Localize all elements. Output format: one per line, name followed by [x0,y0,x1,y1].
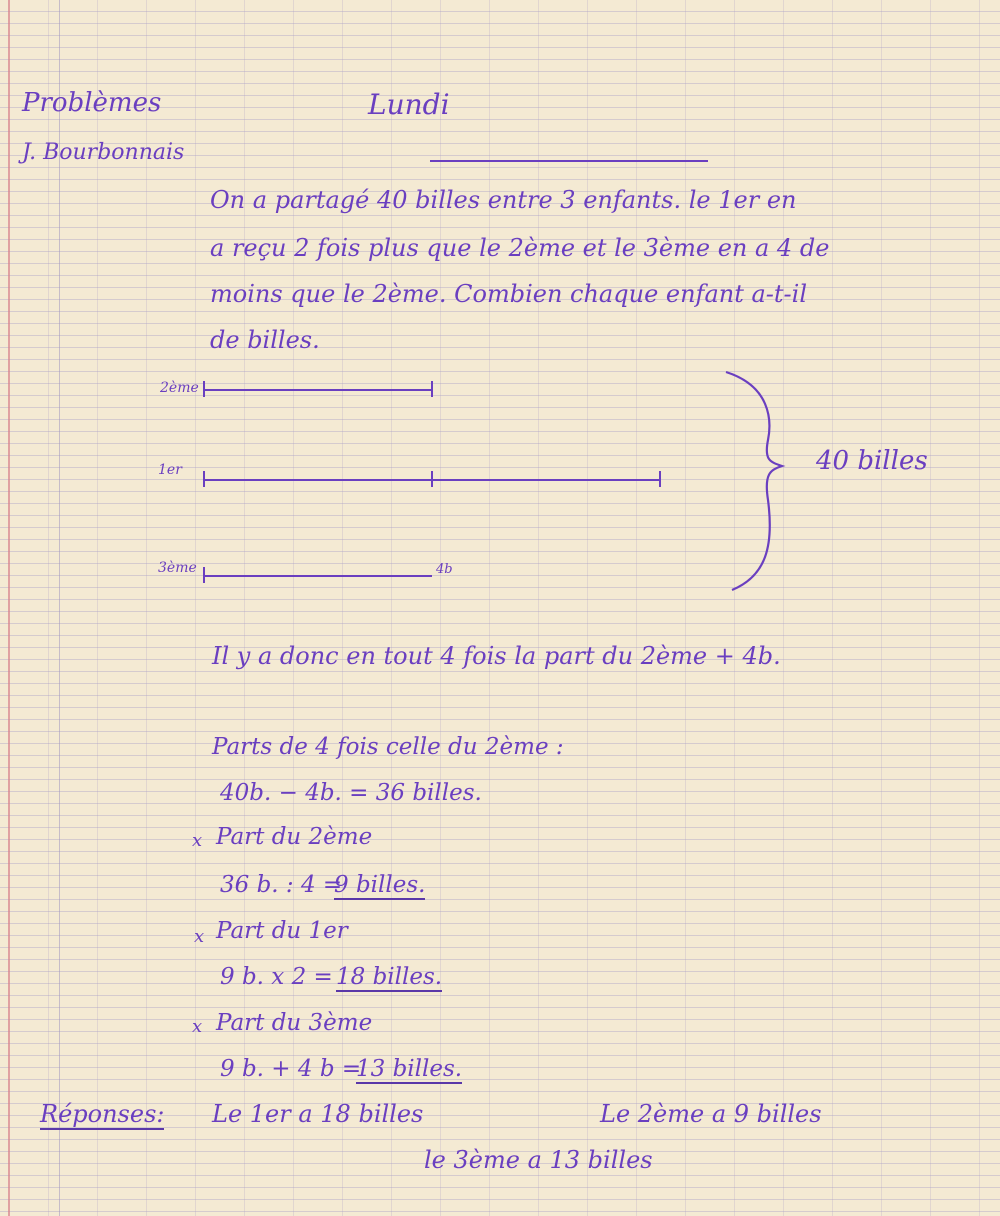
subject-heading: Problèmes [22,88,162,118]
diagram-label-1st: 1er [158,462,182,478]
step3-bullet: x [194,926,205,947]
step4-result: 13 billes. [356,1056,463,1082]
problem-line-3: moins que le 2ème. Combien chaque enfant a-t-il [210,280,807,308]
step1-title: Parts de 4 fois celle du 2ème : [212,734,564,760]
step2-result: 9 billes. [334,872,426,898]
answer-first: Le 1er a 18 billes [212,1100,424,1128]
author-name: J. Bourbonnais [22,140,185,165]
step1-calc: 40b. − 4b. = 36 billes. [220,780,482,806]
step3-title: Part du 1er [216,918,348,944]
brace-total-label: 40 billes [816,446,928,476]
step3-result: 18 billes. [336,964,443,990]
step4-title: Part du 3ème [216,1010,373,1036]
answer-second: Le 2ème a 9 billes [600,1100,822,1128]
solution-statement: Il y a donc en tout 4 fois la part du 2ème + 4b. [212,642,781,670]
answer-label: Réponses: [40,1100,165,1128]
problem-line-4: de billes. [210,326,320,354]
diagram-label-3rd: 3ème [158,560,197,576]
step2-calc: 36 b. : 4 = [220,872,343,898]
step3-calc: 9 b. x 2 = [220,964,333,990]
answer-third: le 3ème a 13 billes [424,1146,653,1174]
diagram-label-4b: 4b [436,562,453,577]
step2-title: Part du 2ème [216,824,373,850]
problem-line-1: On a partagé 40 billes entre 3 enfants. le 1er en [210,186,797,214]
diagram-label-2nd: 2ème [160,380,199,396]
step2-bullet: x [192,830,203,851]
brace-path [726,372,782,590]
step4-bullet: x [192,1016,203,1037]
step4-calc: 9 b. + 4 b = [220,1056,362,1082]
day-title: Lundi [368,88,450,121]
problem-line-2: a reçu 2 fois plus que le 2ème et le 3ème en a 4 de [210,234,830,262]
